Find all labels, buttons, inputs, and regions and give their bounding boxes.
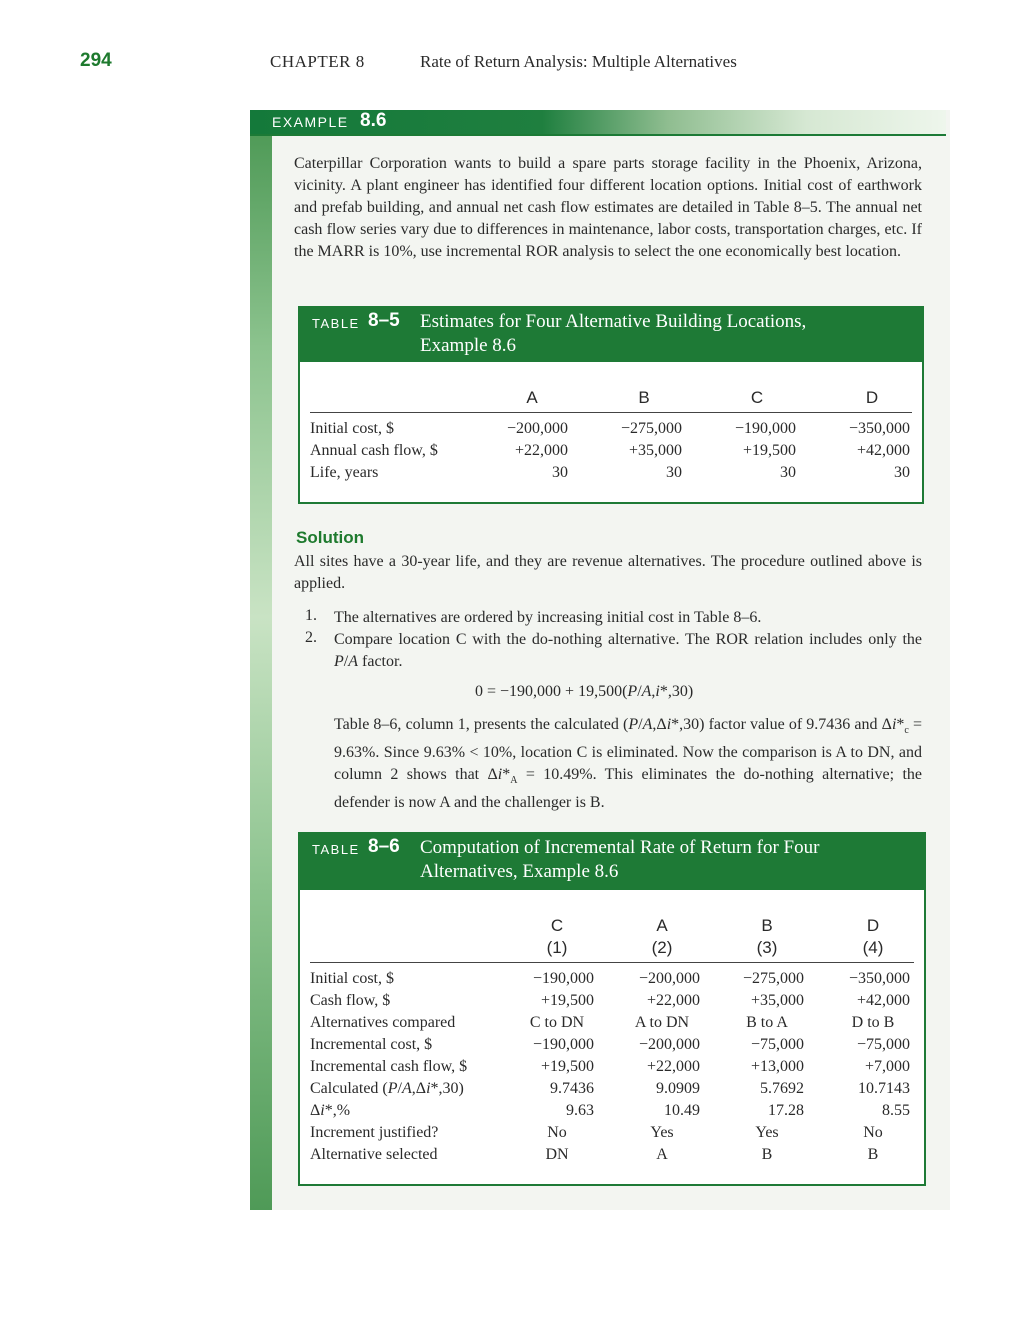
table-cell: −350,000 <box>848 970 910 987</box>
table-cell: +22,000 <box>646 992 700 1009</box>
table-cell: +35,000 <box>628 442 682 459</box>
column-header: D <box>865 388 879 407</box>
step-number: 1. <box>305 607 317 624</box>
table-cell: Yes <box>650 1124 674 1141</box>
row-label: Life, years <box>310 464 379 481</box>
table-cell: +13,000 <box>750 1058 804 1075</box>
table-title-line: Computation of Incremental Rate of Return for Four <box>420 837 820 858</box>
step-text: Compare location C with the do-nothing alternative. The ROR relation includes only the P/A factor. <box>334 631 922 670</box>
table-cell: C to DN <box>529 1014 585 1031</box>
table-title <box>420 310 806 358</box>
table-cell: −350,000 <box>848 420 910 437</box>
table-title-line: Example 8.6 <box>420 335 517 356</box>
example-header-bar <box>250 110 946 136</box>
table-cell: 9.63 <box>566 1102 594 1119</box>
table-cell: −200,000 <box>506 420 568 437</box>
row-label: Alternatives compared <box>310 1014 456 1031</box>
table-cell: +42,000 <box>856 442 910 459</box>
column-header: C <box>750 388 764 407</box>
table-title-line: Alternatives, Example 8.6 <box>420 861 619 882</box>
column-number: (2) <box>651 938 673 957</box>
table-cell: 9.7436 <box>550 1080 594 1097</box>
table-cell: −75,000 <box>750 1036 804 1053</box>
table-cell: −275,000 <box>742 970 804 987</box>
table-cell: 30 <box>552 464 568 481</box>
row-label: Incremental cash flow, $ <box>310 1058 468 1075</box>
table-cell: −275,000 <box>620 420 682 437</box>
table-cell: +22,000 <box>646 1058 700 1075</box>
column-number: (3) <box>756 938 778 957</box>
table-number: 8–6 <box>368 836 400 857</box>
table-label: TABLE <box>312 842 360 857</box>
table-cell: −75,000 <box>856 1036 910 1053</box>
table-cell: +35,000 <box>750 992 804 1009</box>
row-label: Incremental cost, $ <box>310 1036 433 1053</box>
table-rule <box>310 412 912 413</box>
step-number: 2. <box>305 629 317 646</box>
column-header: B <box>761 916 773 935</box>
solution-heading: Solution <box>296 528 364 547</box>
table-cell: +7,000 <box>864 1058 910 1075</box>
table-cell: DN <box>545 1146 569 1163</box>
table-title-line: Estimates for Four Alternative Building Locations, <box>420 311 807 332</box>
table-cell: No <box>547 1124 567 1141</box>
table-cell: B <box>761 1146 773 1163</box>
problem-statement: Caterpillar Corporation wants to build a spare parts storage facility in the Phoenix, Arizona, vicinity. A plant engineer has identified four different location options. Initial cost of earthwork and prefab building, and annual net cash flow estimates are detailed in Table 8–5. The annual net cash flow series vary due to differences in maintenance, labor costs, transportation charges, etc. If the MARR is 10%, use incremental ROR analysis to select the one economically best location. <box>294 155 922 260</box>
table-title <box>420 836 819 884</box>
table-cell: 10.49 <box>664 1102 700 1119</box>
table-cell: 8.55 <box>882 1102 910 1119</box>
table-cell: No <box>863 1124 883 1141</box>
table-cell: −190,000 <box>734 420 796 437</box>
table-header-bar <box>300 308 922 362</box>
step-continuation: Table 8–6, column 1, presents the calculated (P/A,Δi*,30) factor value of 9.7436 and $\Delta i*_c = 9.63\%$. Since 9.63% < 10%, location C is eliminated. Now the comparison is A to DN, and column 2 shows that $\Delta i*_A = 10.49\%$. This eliminates the do-nothing alternative; the defender is now A and the challenger is B. <box>334 716 922 812</box>
table-cell: B to A <box>746 1014 788 1031</box>
table-cell: −190,000 <box>532 1036 594 1053</box>
table-number: 8–5 <box>368 310 400 331</box>
table-8-5 <box>298 306 924 504</box>
example-label: EXAMPLE <box>272 114 349 130</box>
table-cell: +42,000 <box>856 992 910 1009</box>
row-label: Δi*,% <box>310 1102 351 1119</box>
row-label: Initial cost, $ <box>310 420 394 437</box>
table-cell: 5.7692 <box>760 1080 804 1097</box>
table-cell: 30 <box>666 464 682 481</box>
chapter-title: Rate of Return Analysis: Multiple Alternatives <box>420 52 737 71</box>
row-label: Alternative selected <box>310 1146 438 1163</box>
table-cell: −200,000 <box>638 1036 700 1053</box>
table-8-6 <box>298 832 926 1186</box>
decorative-side-strip <box>250 132 272 1210</box>
table-cell: 10.7143 <box>858 1080 910 1097</box>
row-label: Increment justified? <box>310 1124 439 1141</box>
step-text: The alternatives are ordered by increasing initial cost in Table 8–6. <box>334 609 762 626</box>
table-cell: 30 <box>780 464 796 481</box>
row-label: Initial cost, $ <box>310 970 394 987</box>
row-label: Annual cash flow, $ <box>310 442 438 459</box>
table-label: TABLE <box>312 316 360 331</box>
table-cell: B <box>867 1146 879 1163</box>
column-number: (4) <box>862 938 884 957</box>
column-header: A <box>656 916 668 935</box>
column-header: C <box>550 916 564 935</box>
table-cell: +19,500 <box>742 442 796 459</box>
table-cell: 30 <box>894 464 910 481</box>
example-number: 8.6 <box>360 110 387 131</box>
table-cell: +19,500 <box>540 1058 594 1075</box>
table-cell: −190,000 <box>532 970 594 987</box>
row-label: Calculated (P/A,Δi*,30) <box>310 1080 464 1097</box>
table-cell: D to B <box>851 1014 895 1031</box>
column-header: D <box>866 916 880 935</box>
column-header: A <box>526 388 538 407</box>
table-cell: −200,000 <box>638 970 700 987</box>
table-cell: 9.0909 <box>656 1080 700 1097</box>
row-label: Cash flow, $ <box>310 992 391 1009</box>
table-cell: +19,500 <box>540 992 594 1009</box>
table-cell: 17.28 <box>768 1102 804 1119</box>
ror-equation: 0 = −190,000 + 19,500(P/A,i*,30) <box>475 683 694 700</box>
table-header-bar <box>300 834 924 890</box>
table-cell: A <box>656 1146 668 1163</box>
chapter-label: CHAPTER 8 <box>270 52 365 71</box>
column-header: B <box>638 388 650 407</box>
table-cell: +22,000 <box>514 442 568 459</box>
table-cell: A to DN <box>634 1014 690 1031</box>
table-rule <box>310 962 914 963</box>
page-number: 294 <box>80 50 112 71</box>
table-cell: Yes <box>755 1124 779 1141</box>
column-number: (1) <box>546 938 568 957</box>
solution-intro: All sites have a 30-year life, and they are revenue alternatives. The procedure outlined above is applied. <box>294 553 922 592</box>
